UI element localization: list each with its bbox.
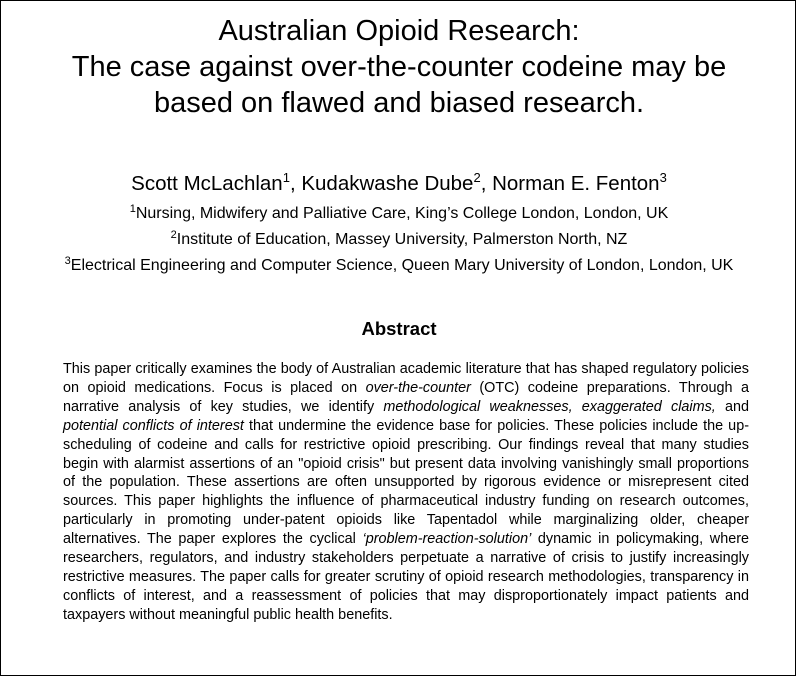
author-affiliation-marker: 1 <box>282 170 290 185</box>
affiliation-1 <box>1 204 797 224</box>
abstract-heading: Abstract <box>361 318 437 339</box>
author-list <box>1 170 797 198</box>
author-name: Norman E. Fenton <box>492 172 660 195</box>
abstract-segment-italic: potential conflicts of interest <box>63 417 244 434</box>
author-affiliation-marker: 2 <box>473 170 481 185</box>
title-line-3: based on flawed and biased research. <box>153 87 645 119</box>
affiliation-text: Nursing, Midwifery and Palliative Care, King’s College London, London, UK <box>135 205 669 222</box>
abstract-segment: This paper critically examines the body of Australian academic literature that has shaped regulatory policies on opioid medications. Focus is placed on <box>63 361 749 396</box>
author-separator: , <box>480 172 493 195</box>
author-name: Scott McLachlan <box>131 172 283 195</box>
paper-title <box>1 13 797 121</box>
affiliation-marker: 2 <box>170 229 177 241</box>
title-line-1: Australian Opioid Research: <box>218 15 580 47</box>
abstract-segment-italic: over-the-counter <box>365 379 471 396</box>
title-line-2: The case against over-the-counter codeine may be <box>71 51 727 83</box>
affiliation-marker: 1 <box>129 203 136 215</box>
affiliation-text: Institute of Education, Massey University, Palmerston North, NZ <box>176 231 628 248</box>
abstract-segment-italic: ‘problem-reaction-solution’ <box>362 531 532 548</box>
abstract-segment-italic: methodological weaknesses, exaggerated claims, <box>383 398 716 415</box>
abstract-segment: dynamic in policymaking, where researchers, regulators, and industry stakeholders perpetuate a narrative of crisis to justify increasingly restrictive measures. The paper calls for greater scrutiny of opioid research methodologies, transparency in conflicts of interest, and a reassessment of policies that may disproportionately impact patients and taxpayers without meaningful public health benefits. <box>63 531 749 623</box>
affiliation-marker: 3 <box>64 255 71 267</box>
affiliation-2 <box>1 230 797 250</box>
affiliation-text: Electrical Engineering and Computer Science, Queen Mary University of London, London, UK <box>70 257 734 274</box>
abstract-body <box>63 360 749 625</box>
author-name: Kudakwashe Dube <box>301 172 474 195</box>
abstract-segment: and <box>715 398 749 415</box>
abstract-segment: (OTC) codeine preparations. Through a narrative analysis of key studies, we identify <box>63 379 750 415</box>
abstract-segment: that undermine the evidence base for policies. These policies include the up-scheduling of codeine and calls for restrictive opioid prescribing. Our findings reveal that many studies begin with alarmist assertions of an "opioid crisis" but present data involving vanishingly small proportions of the population. These assertions are often unsupported by rigorous evidence or misrepresent cited sources. This paper highlights the influence of pharmaceutical industry funding on research outcomes, particularly in promoting under-patent opioids like Tapentadol while marginalizing older, cheaper alternatives. The paper explores the cyclical <box>63 417 749 548</box>
affiliation-3 <box>1 256 797 276</box>
author-separator: , <box>289 172 302 195</box>
author-affiliation-marker: 3 <box>659 170 667 185</box>
